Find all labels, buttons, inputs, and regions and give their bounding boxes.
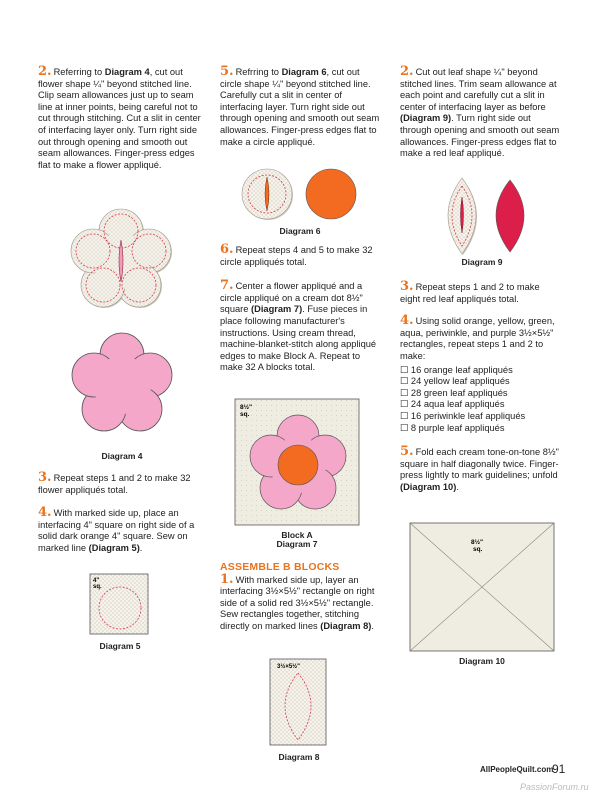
checklist-item: ☐ 24 aqua leaf appliqués bbox=[400, 399, 562, 411]
column-1 bbox=[38, 66, 206, 171]
caption-diagram-9: Diagram 9 bbox=[461, 257, 503, 267]
caption-diagram-10: Diagram 10 bbox=[459, 656, 505, 666]
diagram-10 bbox=[409, 522, 555, 652]
diagram-6 bbox=[240, 165, 358, 223]
diagram-8 bbox=[269, 658, 329, 748]
column-3 bbox=[400, 66, 562, 160]
checklist-item: ☐ 8 purple leaf appliqués bbox=[400, 423, 562, 435]
caption-diagram-8: Diagram 8 bbox=[278, 752, 320, 762]
step-5-col3: 5. Fold each cream tone-on-tone 8½" square in half diagonally twice. Finger-press lightly to mark guidelines; unfold (Diagram 10). bbox=[400, 444, 559, 492]
column-2-mid bbox=[220, 244, 380, 374]
checklist-item: ☐ 24 yellow leaf appliqués bbox=[400, 376, 562, 388]
caption-diagram-7: Diagram 7 bbox=[276, 539, 318, 549]
step-2-col1: 2. Referring to Diagram 4, cut out flower shape ¼" beyond stitched line. Clip seam allowances just up to seam line at inner points, being careful not to cut through stitching. Cut a slit in center of interfacing layer only. Turn right side out through opening and smooth out seam allowances. Finger-press edges flat to make a flower appliqué. bbox=[38, 64, 201, 170]
diagram-4 bbox=[62, 200, 182, 450]
step-3-col3: 3. Repeat steps 1 and 2 to make eight red leaf appliqués total. bbox=[400, 279, 540, 304]
diagram-7-sq-label: sq. bbox=[240, 411, 250, 418]
caption-diagram-6: Diagram 6 bbox=[279, 226, 321, 236]
checklist-item: ☐ 16 periwinkle leaf appliqués bbox=[400, 411, 562, 423]
section-heading-assemble-b: ASSEMBLE B BLOCKS bbox=[220, 561, 340, 573]
diagram-5-sq-label: sq. bbox=[93, 584, 102, 590]
diagram-7 bbox=[234, 398, 360, 526]
caption-diagram-4: Diagram 4 bbox=[101, 451, 143, 461]
flower-interfacing-shape bbox=[71, 209, 172, 308]
column-3-mid bbox=[400, 281, 562, 494]
column-2 bbox=[220, 66, 380, 148]
caption-block-a: Block A bbox=[281, 530, 313, 540]
step-3-col1: 3. Repeat steps 1 and 2 to make 32 flower appliqués total. bbox=[38, 470, 191, 495]
diagram-7-size-label: 8½" bbox=[240, 404, 253, 411]
leaf-checklist bbox=[400, 365, 562, 435]
caption-diagram-5: Diagram 5 bbox=[99, 641, 141, 651]
step-b1-col2: 1. With marked side up, layer an interfacing 3½×5½" rectangle on right side of a solid red 3½×5½" rectangle. Sew rectangles together, stitching directly on marked lines (Diagram 8). bbox=[220, 571, 375, 631]
checklist-item: ☐ 28 green leaf appliqués bbox=[400, 388, 562, 400]
step-4-col1: 4. With marked side up, place an interfacing 4" square on right side of a solid dark orange 4" square. Sew on marked line (Diagram 5). bbox=[38, 505, 195, 553]
diagram-10-sq-label: sq. bbox=[473, 546, 483, 553]
diagram-10-size-label: 8½" bbox=[471, 539, 484, 546]
column-1-lower bbox=[38, 472, 206, 555]
step-5-col2: 5. Refrring to Diagram 6, cut out circle shape ¼" beyond stitched line. Carefully cut a slit in center of interfacing layer. Turn right side out through opening and smooth out seam allowances. Finger-press edges flat to make a circle appliqué. bbox=[220, 64, 380, 147]
diagram-8-size-label: 3½×5½" bbox=[277, 664, 301, 670]
diagram-5-size-label: 4" bbox=[93, 578, 100, 584]
step-7-col2: 7. Center a flower appliqué and a circle appliqué on a cream dot 8½" square (Diagram 7). Fuse pieces in place following manufacturer's instructions. Using cream thread, machine-blanket-stitch along appliqué edges to make Block A. Repeat to make 32 A blocks total. bbox=[220, 278, 377, 373]
step-4-col3: 4. Using solid orange, yellow, green, aqua, periwinkle, and purple 3½×5½" rectangles, repeat steps 1 and 2 to make: bbox=[400, 313, 555, 361]
page-number: 91 bbox=[552, 762, 566, 776]
diagram-5 bbox=[89, 573, 151, 637]
checklist-item: ☐ 16 orange leaf appliqués bbox=[400, 365, 562, 377]
footer-site: AllPeopleQuilt.com bbox=[480, 765, 554, 774]
step-2-col3: 2. Cut out leaf shape ¼" beyond stitched lines. Trim seam allowance at each point and carefully cut a slit in center of interfacing layer as before (Diagram 9). Turn right side out through opening and smooth out seam allowances. Finger-press edges flat to make a red leaf appliqué. bbox=[400, 64, 560, 159]
watermark: PassionForum.ru bbox=[520, 782, 589, 792]
flower-applique-pink bbox=[72, 333, 172, 431]
step-6-col2: 6. Repeat steps 4 and 5 to make 32 circle appliqués total. bbox=[220, 242, 373, 267]
column-2-lower bbox=[220, 562, 380, 633]
diagram-9 bbox=[438, 175, 538, 257]
